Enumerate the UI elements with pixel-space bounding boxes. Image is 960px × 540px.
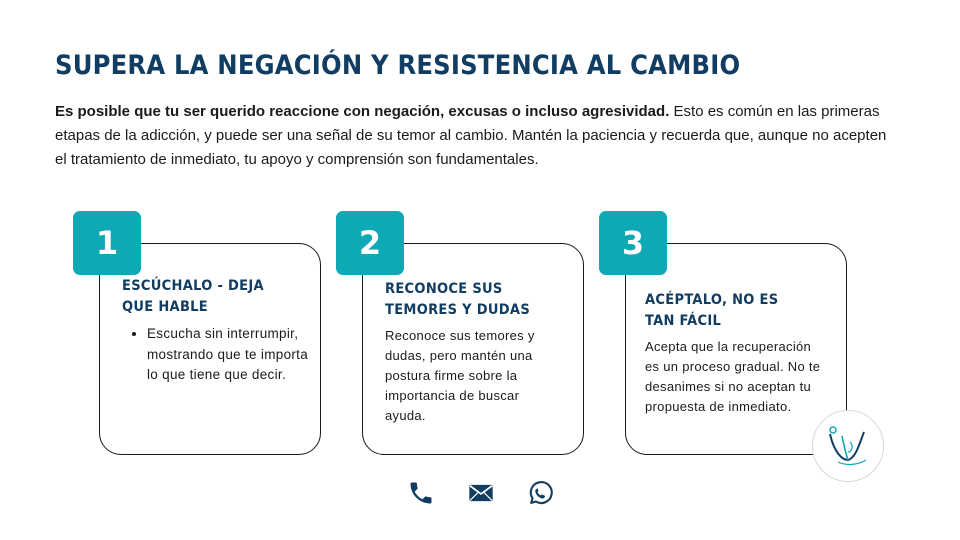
step-title-2: RECONOCE SUS TEMORES Y DUDAS — [385, 281, 531, 318]
intro-paragraph — [55, 100, 895, 172]
step-list-1 — [123, 324, 319, 386]
mail-icon[interactable] — [466, 478, 496, 508]
logo-mark — [812, 410, 884, 482]
intro-bold: Es posible que tu ser querido reaccione con negación, excusas o incluso agresividad. — [55, 103, 670, 120]
step-badge-3: 3 — [599, 211, 667, 275]
step-badge-2: 2 — [336, 211, 404, 275]
step-title-1: ESCÚCHALO - DEJA QUE HABLE — [122, 278, 264, 315]
page-title: SUPERA LA NEGACIÓN Y RESISTENCIA AL CAMBIO — [55, 50, 741, 81]
whatsapp-icon[interactable] — [525, 478, 555, 508]
step-badge-1: 1 — [73, 211, 141, 275]
list-item: • Escucha sin interrumpir, mostrando que te importa lo que tiene que decir. — [147, 324, 319, 386]
step-text-3: Acepta que la recuperación es un proceso gradual. No te desanimes si no aceptan tu propuesta de inmediato. — [645, 339, 821, 414]
intro-text: Esto es común en las primeras etapas de la adicción, y puede ser una señal de su temor al cambio. Mantén la paciencia y recuerda que, aunque no acepten el tratamiento de inmediato, tu apoyo y comprensión son fundamentales. — [55, 103, 887, 168]
step-text-2: Reconoce sus temores y dudas, pero mantén una postura firme sobre la importancia de buscar ayuda. — [385, 328, 535, 423]
logo-mark-icon — [820, 418, 876, 474]
phone-icon[interactable] — [406, 478, 436, 508]
step-title-3: ACÉPTALO, NO ES TAN FÁCIL — [645, 292, 779, 329]
